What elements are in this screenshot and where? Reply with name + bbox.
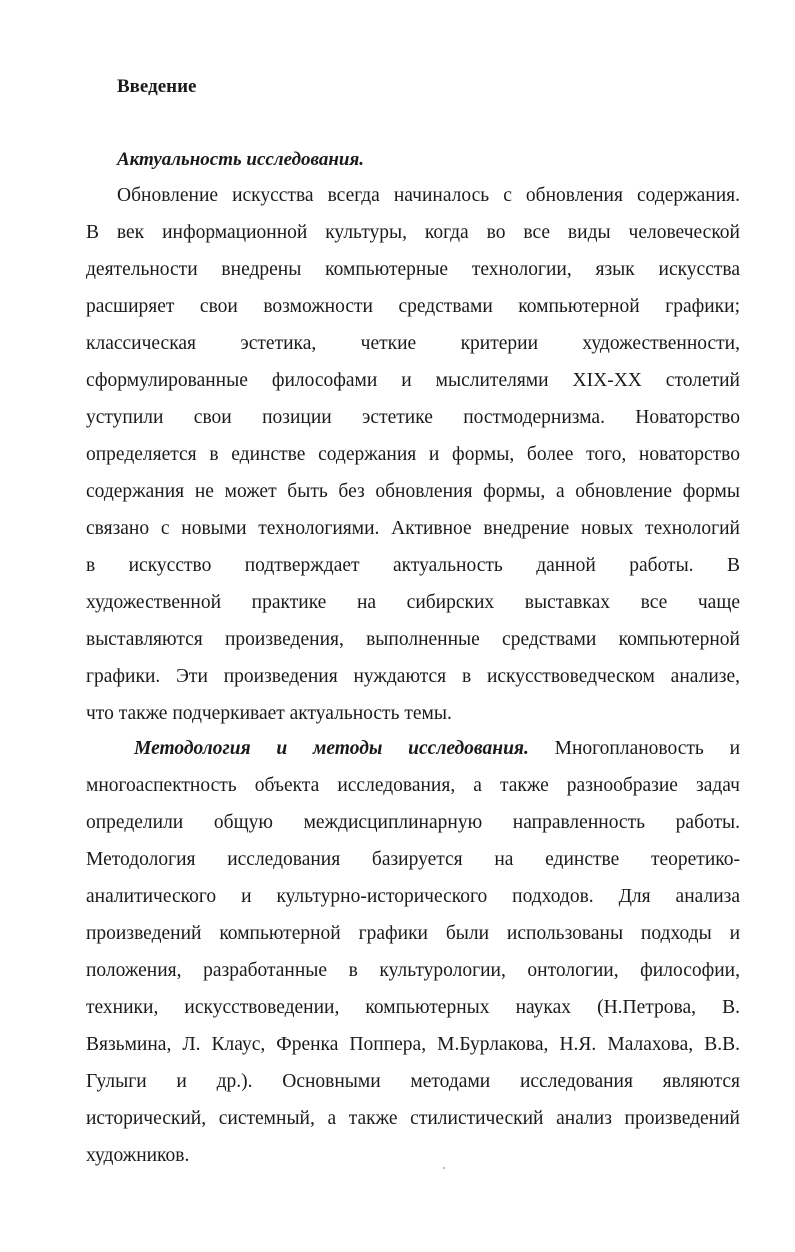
paragraph-line: уступили свои позиции эстетике постмодернизма. Новаторство — [86, 407, 740, 428]
scan-speck — [443, 1167, 445, 1169]
section-title-relevance: Актуальность исследования. — [117, 149, 364, 170]
paragraph-line: многоаспектность объекта исследования, а также разнообразие задач — [86, 775, 740, 796]
paragraph-line-fragment: Многоплановость и — [554, 738, 740, 759]
paragraph-line: определяется в единстве содержания и формы, более того, новаторство — [86, 444, 740, 465]
paragraph-line: произведений компьютерной графики были использованы подходы и — [86, 923, 740, 944]
paragraph-line: что также подчеркивает актуальность темы. — [86, 703, 452, 724]
paragraph-line: в искусство подтверждает актуальность данной работы. В — [86, 555, 740, 576]
paragraph-line: художественной практике на сибирских выставках все чаще — [86, 592, 740, 613]
paragraph-line: Вязьмина, Л. Клаус, Френка Поппера, М.Бурлакова, Н.Я. Малахова, В.В. — [86, 1034, 740, 1055]
paragraph-line: содержания не может быть без обновления формы, а обновление формы — [86, 481, 740, 502]
paragraph-line: художников. — [86, 1145, 190, 1166]
paragraph-line: аналитического и культурно-исторического подходов. Для анализа — [86, 886, 740, 907]
paragraph-line: расширяет свои возможности средствами компьютерной графики; — [86, 296, 740, 317]
paragraph-line: техники, искусствоведении, компьютерных науках (Н.Петрова, В. — [86, 997, 740, 1018]
paragraph-line: деятельности внедрены компьютерные технологии, язык искусства — [86, 259, 740, 280]
paragraph-line: Методология исследования базируется на единстве теоретико- — [86, 849, 740, 870]
paragraph-line: Обновление искусства всегда начиналось с обновления содержания. — [117, 185, 740, 206]
paragraph-first-line — [134, 737, 740, 761]
section-title-methodology: Методология и методы исследования. — [134, 738, 529, 759]
paragraph-line: графики. Эти произведения нуждаются в искусствоведческом анализе, — [86, 666, 740, 687]
paragraph-line: положения, разработанные в культурологии, онтологии, философии, — [86, 960, 740, 981]
paragraph-line: определили общую междисциплинарную направленность работы. — [86, 812, 740, 833]
paragraph-line: выставляются произведения, выполненные средствами компьютерной — [86, 629, 740, 650]
paragraph-line: Гулыги и др.). Основными методами исследования являются — [86, 1071, 740, 1092]
paragraph-line: В век информационной культуры, когда во все виды человеческой — [86, 222, 740, 243]
paragraph-line: связано с новыми технологиями. Активное внедрение новых технологий — [86, 518, 740, 539]
paragraph-line: сформулированные философами и мыслителями XIX-XX столетий — [86, 370, 740, 391]
paragraph-line: классическая эстетика, четкие критерии художественности, — [86, 333, 740, 354]
paragraph-line: исторический, системный, а также стилистический анализ произведений — [86, 1108, 740, 1129]
page-heading: Введение — [117, 76, 197, 97]
